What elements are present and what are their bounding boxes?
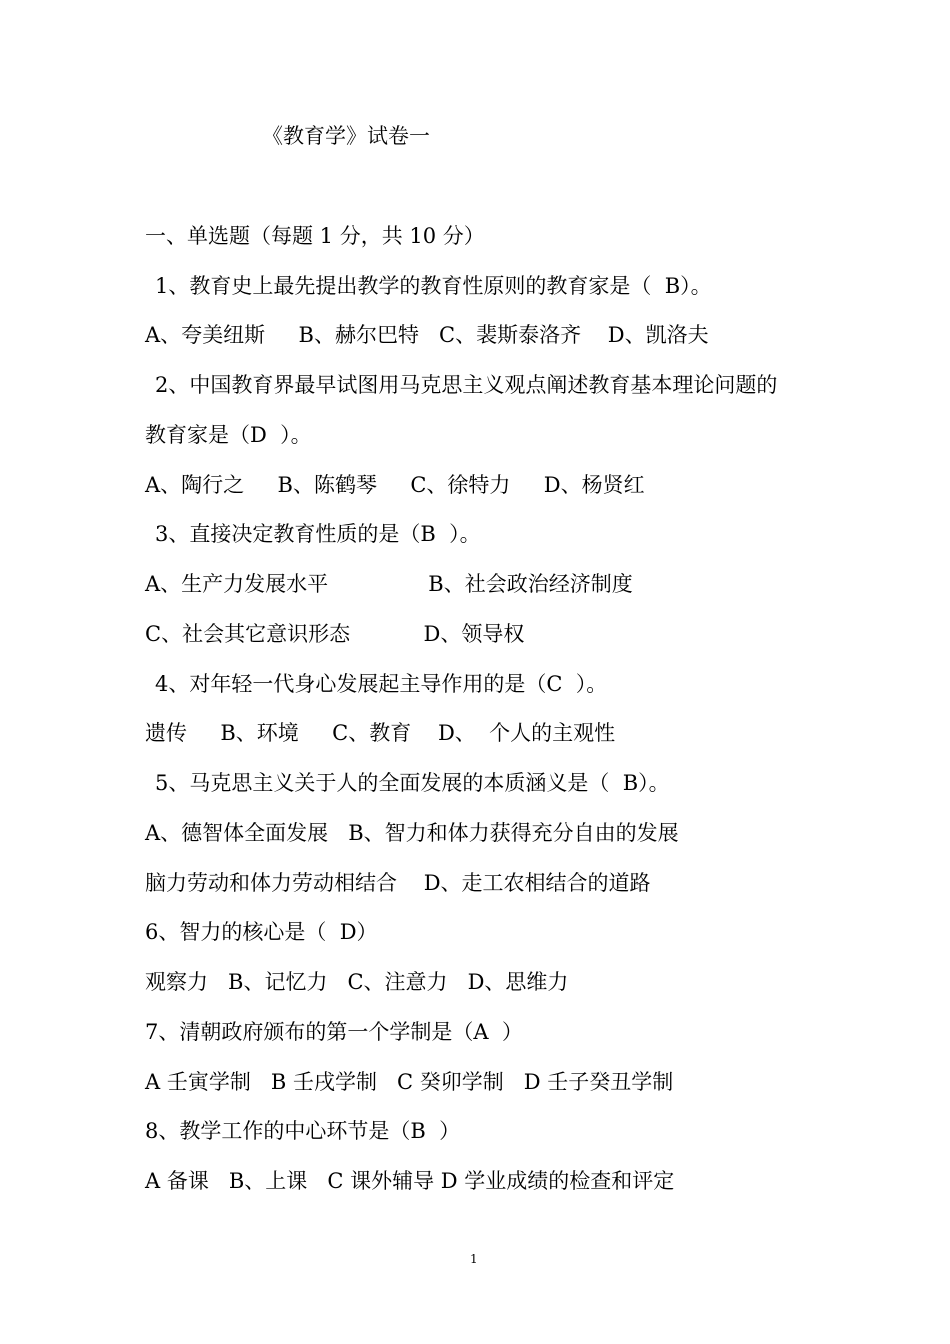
section-heading: 一、单选题（每题 1 分，共 10 分）	[145, 224, 485, 248]
question-2: 2、中国教育界最早试图用马克思主义观点阐述教育基本理论问题的	[155, 373, 778, 397]
page-number: 1	[470, 1252, 478, 1266]
question-6: 6、智力的核心是（ D）	[145, 920, 378, 944]
question-6-options: 观察力 B、记忆力 C、注意力 D、思维力	[145, 970, 569, 994]
question-2-options: A、陶行之 B、陈鹤琴 C、徐特力 D、杨贤红	[145, 473, 645, 497]
question-8-options: A 备课 B、上课 C 课外辅导 D 学业成绩的检查和评定	[145, 1169, 675, 1193]
question-5: 5、马克思主义关于人的全面发展的本质涵义是（ B）。	[155, 771, 670, 795]
question-2-continued: 教育家是（D ）。	[145, 423, 312, 447]
question-5-options-c-d: 脑力劳动和体力劳动相结合 D、走工农相结合的道路	[145, 871, 651, 895]
question-5-options-a-b: A、德智体全面发展 B、智力和体力获得充分自由的发展	[145, 821, 679, 845]
question-3: 3、直接决定教育性质的是（B ）。	[155, 522, 481, 546]
page-title: 《教育学》试卷一	[262, 124, 430, 148]
question-4-options: 遗传 B、环境 C、教育 D、 个人的主观性	[145, 721, 616, 745]
question-3-options-c-d: C、社会其它意识形态 D、领导权	[145, 622, 525, 646]
question-7: 7、清朝政府颁布的第一个学制是（A ）	[145, 1020, 523, 1044]
question-3-options-a-b: A、生产力发展水平 B、社会政治经济制度	[145, 572, 633, 596]
question-1: 1、教育史上最先提出教学的教育性原则的教育家是（ B）。	[155, 274, 712, 298]
question-4: 4、对年轻一代身心发展起主导作用的是（C ）。	[155, 672, 608, 696]
question-1-options: A、夸美纽斯 B、赫尔巴特 C、裴斯泰洛齐 D、凯洛夫	[145, 323, 709, 347]
question-8: 8、教学工作的中心环节是（B ）	[145, 1119, 461, 1143]
question-7-options: A 壬寅学制 B 壬戌学制 C 癸卯学制 D 壬子癸丑学制	[145, 1070, 674, 1094]
